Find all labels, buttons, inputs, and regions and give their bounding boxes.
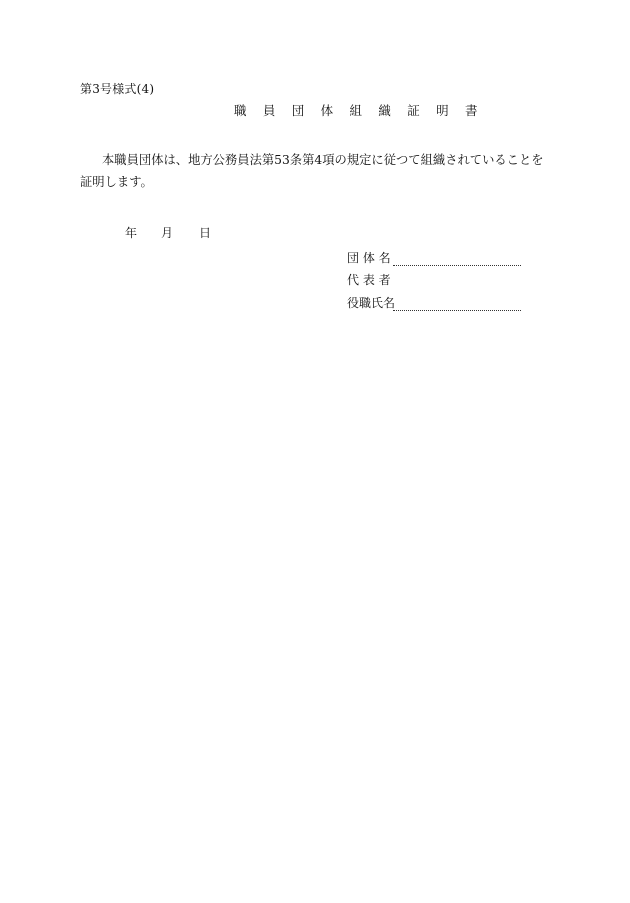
certification-statement: 本職員団体は、地方公務員法第53条第4項の規定に従つて組織されていることを証明します。 <box>80 153 544 189</box>
organization-name-field <box>347 249 521 266</box>
date-year-label: 年 <box>125 226 138 240</box>
position-name-label: 役職氏名 <box>347 296 396 310</box>
representative-label: 代 表 者 <box>347 273 391 287</box>
date-day-label: 日 <box>199 226 212 240</box>
date-line <box>125 224 211 241</box>
organization-name-blank <box>393 255 521 266</box>
form-number: 第3号様式(4) <box>80 82 155 96</box>
organization-name-label: 団 体 名 <box>347 251 391 265</box>
document-title: 職 員 団 体 組 織 証 明 書 <box>234 103 484 118</box>
position-name-field <box>347 294 521 311</box>
position-name-blank <box>393 300 521 311</box>
date-month-label: 月 <box>161 226 174 240</box>
representative-field <box>347 271 393 288</box>
